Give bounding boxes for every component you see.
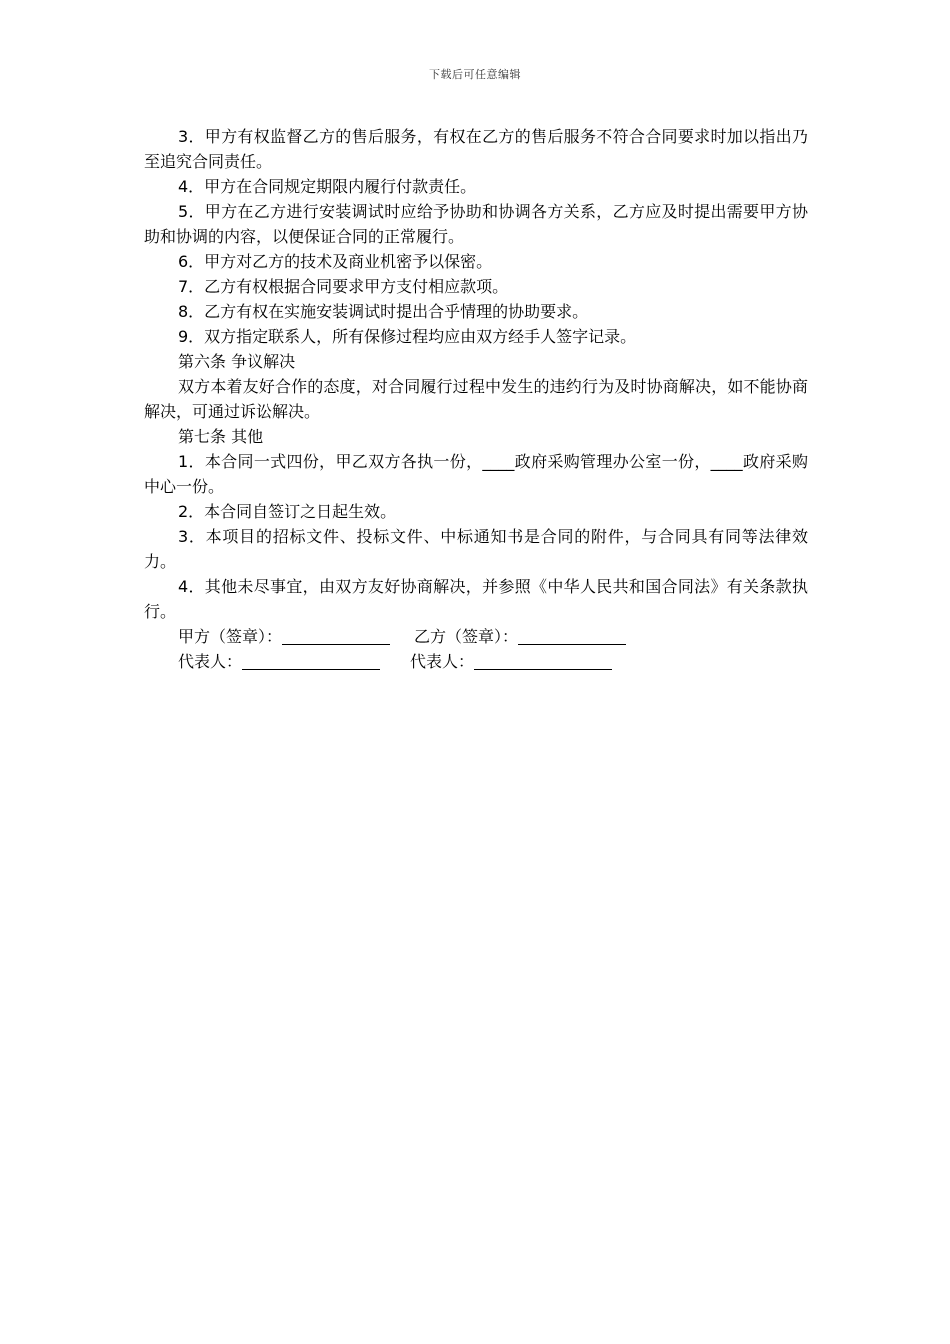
clause-paragraph: 7．乙方有权根据合同要求甲方支付相应款项。 [178, 277, 509, 296]
clause-paragraph: 3．本项目的招标文件、投标文件、中标通知书是合同的附件，与合同具有同等法律效力。 [144, 527, 808, 571]
clause-paragraph: 4．其他未尽事宜，由双方友好协商解决，并参照《中华人民共和国合同法》有关条款执行。 [144, 577, 808, 621]
section-heading-dispute: 第六条 争议解决 [178, 352, 296, 371]
clause-paragraph: 2．本合同自签订之日起生效。 [178, 502, 397, 521]
clause-paragraph: 3．甲方有权监督乙方的售后服务，有权在乙方的售后服务不符合合同要求时加以指出乃至追究合同责任。 [144, 127, 808, 171]
party-a-label: 甲方（签章）： [178, 627, 283, 646]
section-heading-other: 第七条 其他 [178, 427, 264, 446]
clause-paragraph: 6．甲方对乙方的技术及商业机密予以保密。 [178, 252, 493, 271]
rep-a-label: 代表人： [178, 652, 243, 671]
page-header: 下载后可任意编辑 [429, 68, 521, 81]
clause-paragraph: 9．双方指定联系人，所有保修过程均应由双方经手人签字记录。 [178, 327, 637, 346]
document-body [144, 124, 808, 674]
party-b-signature-line [518, 628, 626, 645]
rep-b-signature-line [474, 653, 612, 670]
rep-b-label: 代表人： [410, 652, 475, 671]
representative-row [144, 649, 808, 674]
clause-paragraph: 4．甲方在合同规定期限内履行付款责任。 [178, 177, 477, 196]
clause-paragraph: 8．乙方有权在实施安装调试时提出合乎情理的协助要求。 [178, 302, 589, 321]
party-b-label: 乙方（签章）： [414, 627, 519, 646]
clause-paragraph: 1．本合同一式四份，甲乙双方各执一份，____政府采购管理办公室一份，____政府采购中心一份。 [144, 452, 808, 496]
clause-paragraph: 5．甲方在乙方进行安装调试时应给予协助和协调各方关系，乙方应及时提出需要甲方协助和协调的内容，以便保证合同的正常履行。 [144, 202, 808, 246]
signature-row [144, 624, 808, 649]
clause-paragraph: 双方本着友好合作的态度，对合同履行过程中发生的违约行为及时协商解决，如不能协商解决，可通过诉讼解决。 [144, 377, 808, 421]
rep-a-signature-line [242, 653, 380, 670]
party-a-signature-line [282, 628, 390, 645]
